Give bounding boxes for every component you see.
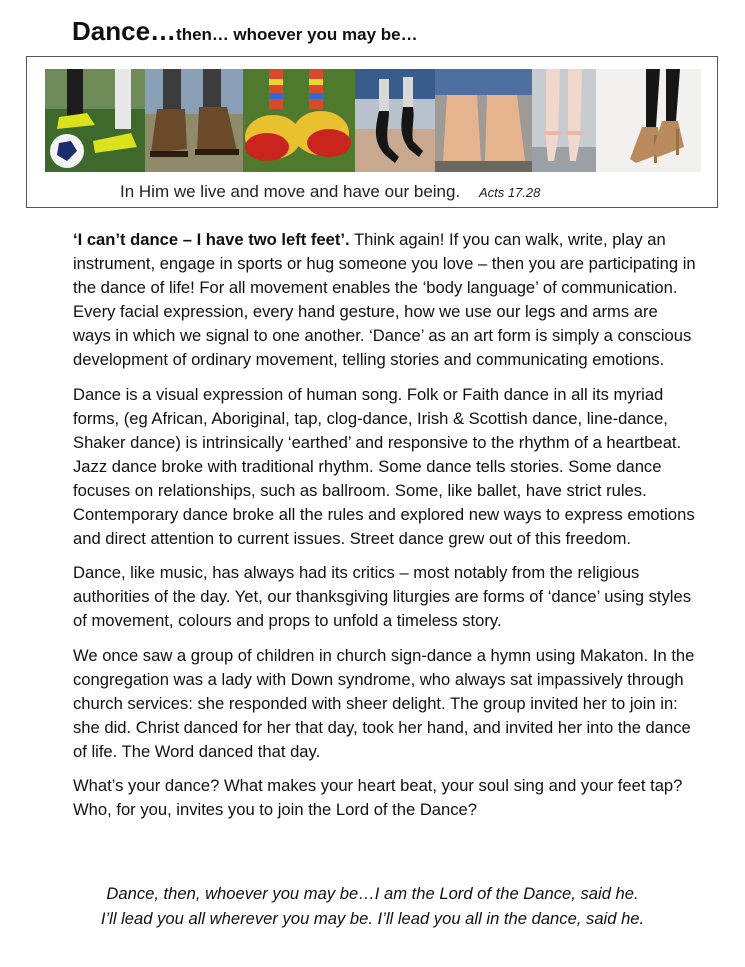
photo-strip [45,69,701,172]
bare-feet-photo [435,69,532,172]
closing-verse [0,882,745,931]
closing-line-1: Dance, then, whoever you may be…I am the Lord of the Dance, said he. [106,884,639,903]
closing-line-2: I’ll lead you all wherever you may be. I’ll lead you all in the dance, said he. [100,908,645,928]
paragraph-2: Dance is a visual expression of human song. Folk or Faith dance in all its myriad forms, (eg African, Aboriginal, tap, clog-dance, Irish & Scottish dance, line-dance, Shaker dance) is intrinsically ‘earthed’ and responsive to the rhythm of a heartbeat. Jazz dance broke with traditional rhythm. Some dance tells stories. Some dance focuses on relationships, such as ballroom. Some, like ballet, have strict rules. Contemporary dance broke all the rules and explored new ways to express emotions and direct attention to current issues. Street dance grew out of this freedom. [73,384,695,549]
title-then: then… [176,25,229,44]
prosthetic-blades-photo [355,69,435,172]
clown-shoes-photo [243,69,355,172]
paragraph-1-lead: ‘I can’t dance – I have two left feet’. [73,230,350,249]
paragraph-4: We once saw a group of children in church sign-dance a hymn using Makaton. In the congregation was a lady with Down syndrome, who always sat impassively through church services: she responded with sheer delight. The group invited her to join in: she did. Christ danced for her that day, took her hand, and invited her into the dance of life. The Word danced that day. [73,645,695,761]
football-boots-photo [45,69,145,172]
paragraph-1 [73,228,698,373]
page-title [72,16,418,47]
feet-banner [26,56,718,208]
high-heels-photo [596,69,701,172]
paragraph-1-text: Think again! If you can walk, write, play an instrument, engage in sports or hug someone you love – then you are participating in the dance of life! For all movement enables the ‘body language’ of communication. Every facial expression, every hand gesture, how we use our legs and arms are ways in which we signal to one another. ‘Dance’ as an art form is simply a conscious development of ordinary movement, telling stories and communicating emotions. [73,230,696,370]
banner-caption [120,182,540,202]
caption-verse: In Him we live and move and have our being. [120,182,461,201]
title-whoever: whoever you may be… [233,25,418,44]
paragraph-3: Dance, like music, has always had its critics – most notably from the religious authorities of the day. Yet, our thanksgiving liturgies are forms of ‘dance’ using styles of movement, colours and props to unfold a timeless story. [73,563,691,631]
hiking-boots-photo [145,69,243,172]
title-dance: Dance… [72,16,177,46]
paragraph-5: What’s your dance? What makes your heart beat, your soul sing and your feet tap? Who, for you, invites you to join the Lord of the Dance? [73,775,683,820]
ballet-pointe-photo [532,69,596,172]
article-body [73,228,698,832]
caption-reference: Acts 17.28 [478,185,541,200]
